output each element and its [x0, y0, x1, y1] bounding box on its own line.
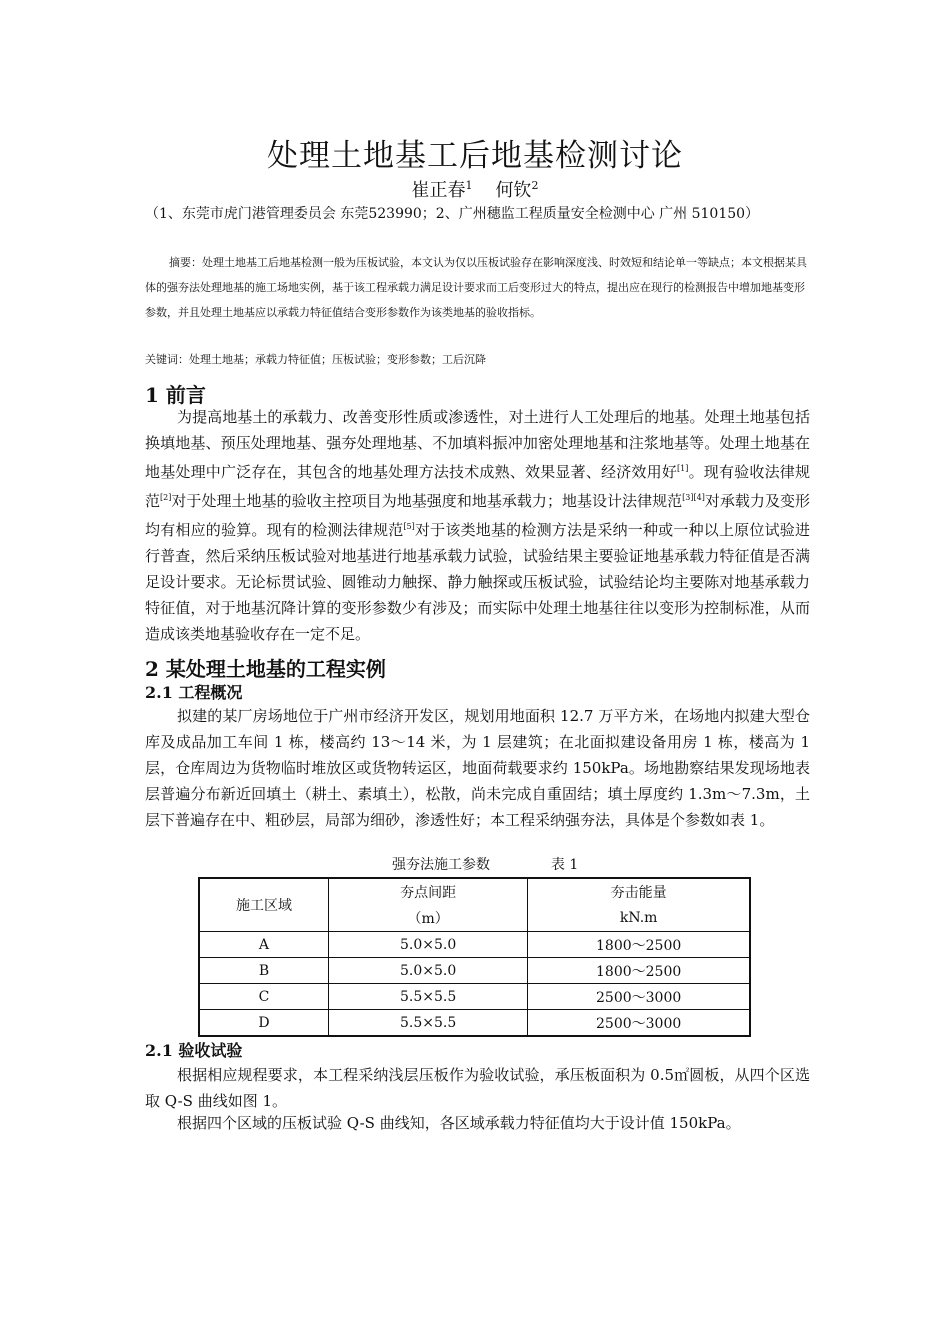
table-row — [199, 932, 750, 958]
authors — [0, 176, 950, 202]
params-table — [198, 877, 751, 1037]
keywords: 关键词：处理土地基；承载力特征值；压板试验；变形参数；工后沉降 — [145, 353, 486, 366]
s1-text-3: 对于处理土地基的验收主控项目为地基强度和地基承载力；地基设计法律规范 — [171, 492, 683, 510]
section-2-2-paragraph: 根据相应规程要求，本工程采纳浅层压板作为验收试验，承压板面积为 0.5㎡圆板，从四个区选取 Q-S 曲线如图 1。 — [145, 1066, 810, 1110]
cell-spacing: 5.5×5.5 — [328, 984, 527, 1010]
cell-spacing: 5.0×5.0 — [328, 932, 527, 958]
s1-text-1: 为提高地基土的承载力、改善变形性质或渗透性，对土进行人工处理后的地基。处理土地基包括换填地基、预压处理地基、强夯处理地基、不加填料振冲加密处理地基和注浆地基等。处理土地基在地基处理中广泛存在，其包含的地基处理方法技术成熟、效果显著、经济效用好 — [145, 408, 810, 481]
cell-area: B — [199, 958, 328, 984]
s1-ref-1: [1] — [677, 464, 689, 473]
author-2-sup: 2 — [531, 179, 539, 192]
s1-ref-3: [3][4] — [682, 493, 705, 502]
cell-spacing: 5.5×5.5 — [328, 1010, 527, 1037]
cell-area: C — [199, 984, 328, 1010]
table-row — [199, 958, 750, 984]
cell-energy: 1800～2500 — [528, 958, 750, 984]
table-header-row — [199, 878, 750, 905]
section-2-1-paragraph: 拟建的某厂房场地位于广州市经济开发区，规划用地面积 12.7 万平方米，在场地内拟建大型仓库及成品加工车间 1 栋，楼高约 13～14 米，为 1 层建筑；在北面拟建设备用房 1 栋，楼高为 1 层，仓库周边为货物临时堆放区或货物转运区，地面荷载要求约 150kPa。场地勘察结果发现场地表层普遍分布新近回填土（耕土、素填土），松散，尚未完成自重固结；填土厚度约 1.3m～7.3m，土层下普遍存在中、粗砂层，局部为细砂，渗透性好；本工程采纳强夯法，具体是个参数如表 1。 — [145, 707, 810, 829]
abstract: 摘要：处理土地基工后地基检测一般为压板试验，本文认为仅以压板试验存在影响深度浅、时效短和结论单一等缺点；本文根据某具体的强夯法处理地基的施工场地实例，基于该工程承载力满足设计要求而工后变形过大的特点，提出应在现行的检测报告中增加地基变形参数，并且处理土地基应以承载力特征值结合变形参数作为该类地基的验收指标。 — [145, 256, 807, 319]
table-caption-text: 强夯法施工参数 — [392, 857, 490, 873]
section-1-heading: 1 前言 — [145, 383, 206, 407]
cell-energy: 2500～3000 — [528, 1010, 750, 1037]
section-2-heading: 2 某处理土地基的工程实例 — [145, 657, 386, 681]
header-area: 施工区域 — [199, 878, 328, 932]
cell-energy: 2500～3000 — [528, 984, 750, 1010]
table-row — [199, 1010, 750, 1037]
cell-area: A — [199, 932, 328, 958]
author-2: 何钦 — [495, 180, 532, 201]
s1-ref-4: [5] — [403, 522, 415, 531]
cell-spacing: 5.0×5.0 — [328, 958, 527, 984]
cell-area: D — [199, 1010, 328, 1037]
author-1-sup: 1 — [465, 179, 473, 192]
table-row — [199, 984, 750, 1010]
table-caption — [392, 854, 578, 874]
paper-title: 处理土地基工后地基检测讨论 — [267, 138, 683, 174]
author-1: 崔正春 — [411, 180, 466, 201]
section-1-paragraph — [145, 404, 810, 647]
subsection-2-1-heading: 2.1 工程概况 — [145, 683, 243, 702]
cell-energy: 1800～2500 — [528, 932, 750, 958]
table-caption-number: 表 1 — [550, 857, 579, 873]
section-2-2-conclusion: 根据四个区域的压板试验 Q-S 曲线知，各区域承载力特征值均大于设计值 150kPa。 — [177, 1114, 741, 1132]
header-spacing-unit: （m） — [328, 905, 527, 932]
s1-text-5: 对于该类地基的检测方法是采纳一种或一种以上原位试验进行普查，然后采纳压板试验对地基进行地基承载力试验，试验结果主要验证地基承载力特征值是否满足设计要求。无论标贯试验、圆锥动力触探、静力触探或压板试验，试验结论均主要陈对地基承载力特征值，对于地基沉降计算的变形参数少有涉及；而实际中处理土地基往往以变形为控制标准，从而造成该类地基验收存在一定不足。 — [145, 521, 810, 643]
header-energy-unit: kN.m — [528, 905, 750, 932]
header-spacing: 夯点间距 — [328, 878, 527, 905]
s1-text-4: 对承载力及变形均有相应的验算。现有的检测法律规范 — [145, 492, 810, 539]
s1-text-2: 。现有验收法律规范 — [145, 463, 810, 510]
s1-ref-2: [2] — [160, 493, 172, 502]
header-energy: 夯击能量 — [528, 878, 750, 905]
affiliations: （1、东莞市虎门港管理委员会 东莞523990；2、广州穗监工程质量安全检测中心 广州 510150） — [145, 206, 760, 222]
subsection-2-2-heading: 2.1 验收试验 — [145, 1041, 243, 1060]
